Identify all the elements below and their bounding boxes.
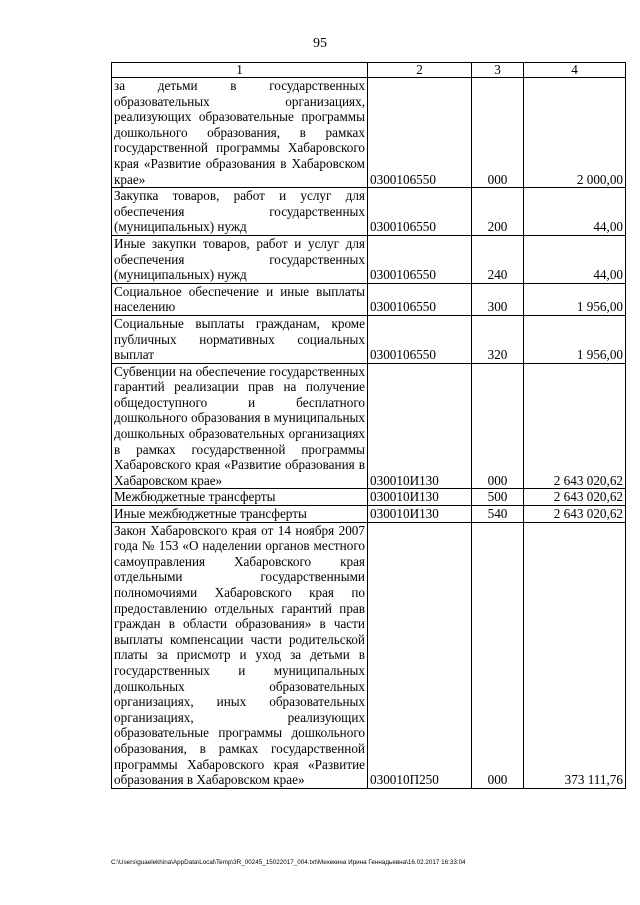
row-amount: 2 000,00: [524, 78, 626, 188]
row-description: Закон Хабаровского края от 14 ноября 2007 года № 153 «О наделении органов местного самоуправления Хабаровского края отдельными государственными полномочиями Хабаровского края по предоставлению отдельных гарантий прав граждан в области образования» в части выплаты компенсации части родительской платы за присмотр и уход за детьми в государственных и муниципальных дошкольных образовательных организациях, иных образовательных организациях, реализующих образовательные программы дошкольного образования, в рамках государственной программы Хабаровского края «Развитие образования в Хабаровском крае»: [112, 522, 368, 788]
row-type: 500: [472, 489, 524, 506]
column-header-amount: 4: [524, 63, 626, 78]
row-amount: 1 956,00: [524, 315, 626, 363]
row-description: за детьми в государственных образовательных организациях, реализующих образовательные программы дошкольного образования, в рамках государственной программы Хабаровского края «Развитие образования в Хабаровском крае»: [112, 78, 368, 188]
row-code: 0300106550: [368, 188, 472, 236]
row-amount: 44,00: [524, 188, 626, 236]
row-description: Иные межбюджетные трансферты: [112, 506, 368, 523]
row-type: 240: [472, 235, 524, 283]
row-description: Социальное обеспечение и иные выплаты населению: [112, 283, 368, 315]
row-description: Межбюджетные трансферты: [112, 489, 368, 506]
budget-table: [111, 62, 626, 789]
table-row: [112, 78, 626, 188]
table-row: [112, 235, 626, 283]
row-amount: 1 956,00: [524, 283, 626, 315]
row-description: Иные закупки товаров, работ и услуг для обеспечения государственных (муниципальных) нужд: [112, 235, 368, 283]
document-file-path-footer: C:\Users\guaelekhina\AppData\Local\Temp\3R_00245_15022017_004.txt\Мехекина Ирина Геннадьевна\16.02.2017 16:33:04: [111, 859, 466, 866]
row-type: 320: [472, 315, 524, 363]
row-code: 0300106550: [368, 235, 472, 283]
table-header-row: [112, 63, 626, 78]
row-type: 200: [472, 188, 524, 236]
row-code: 030010И130: [368, 506, 472, 523]
row-code: 030010И130: [368, 363, 472, 489]
row-code: 0300106550: [368, 283, 472, 315]
table-row: [112, 283, 626, 315]
row-amount: 44,00: [524, 235, 626, 283]
row-type: 000: [472, 78, 524, 188]
table-row: [112, 506, 626, 523]
column-header-type: 3: [472, 63, 524, 78]
row-description: Закупка товаров, работ и услуг для обеспечения государственных (муниципальных) нужд: [112, 188, 368, 236]
row-description: Социальные выплаты гражданам, кроме публичных нормативных социальных выплат: [112, 315, 368, 363]
column-header-code: 2: [368, 63, 472, 78]
row-code: 0300106550: [368, 78, 472, 188]
row-code: 030010И130: [368, 489, 472, 506]
page-number: 95: [313, 36, 327, 51]
row-type: 000: [472, 363, 524, 489]
table-row: [112, 522, 626, 788]
table-row: [112, 315, 626, 363]
row-code: 030010П250: [368, 522, 472, 788]
table-row: [112, 188, 626, 236]
row-type: 540: [472, 506, 524, 523]
row-type: 000: [472, 522, 524, 788]
row-amount: 373 111,76: [524, 522, 626, 788]
column-header-description: 1: [112, 63, 368, 78]
table-row: [112, 363, 626, 489]
row-amount: 2 643 020,62: [524, 506, 626, 523]
row-amount: 2 643 020,62: [524, 363, 626, 489]
row-amount: 2 643 020,62: [524, 489, 626, 506]
table-row: [112, 489, 626, 506]
row-code: 0300106550: [368, 315, 472, 363]
row-type: 300: [472, 283, 524, 315]
row-description: Субвенции на обеспечение государственных гарантий реализации прав на получение общедоступного и бесплатного дошкольного образования в муниципальных дошкольных образовательных организациях в рамках государственной программы Хабаровского края «Развитие образования в Хабаровском крае»: [112, 363, 368, 489]
